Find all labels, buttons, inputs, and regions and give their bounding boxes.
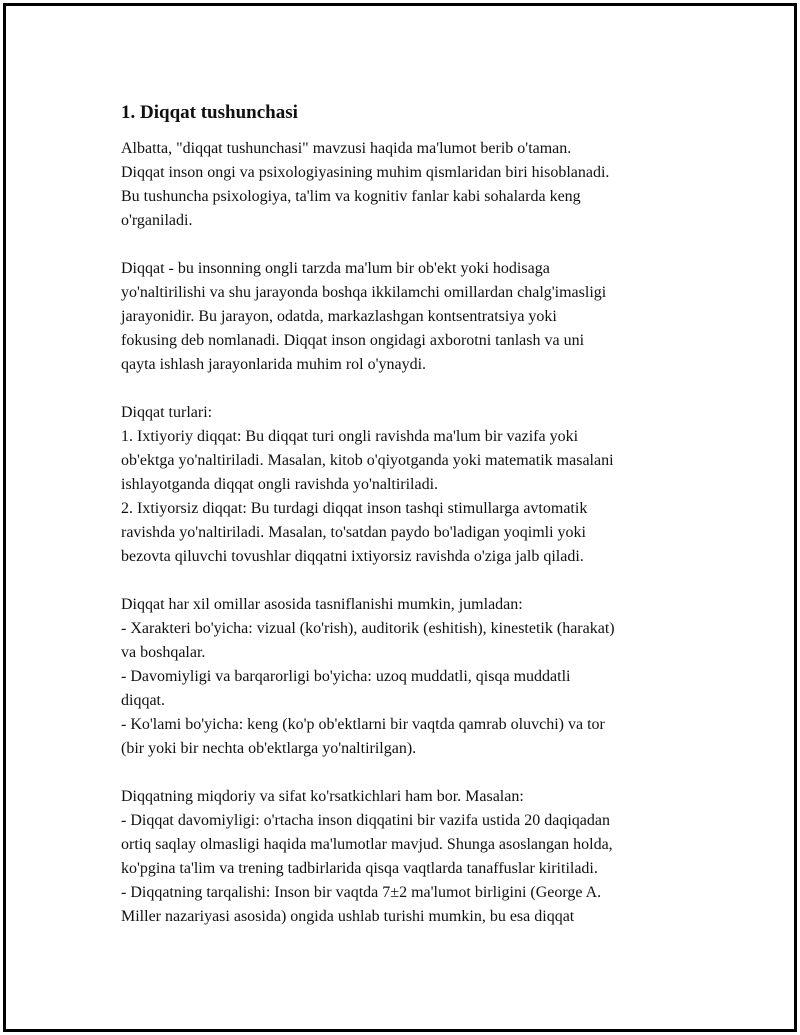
text-line: Diqqatning miqdoriy va sifat ko'rsatkichlari ham bor. Masalan: xyxy=(121,788,524,805)
text-line: qayta ishlash jarayonlarida muhim rol o'ynaydi. xyxy=(121,356,427,373)
paragraph xyxy=(121,401,701,569)
text-line: o'rganiladi. xyxy=(121,212,193,229)
text-line: - Davomiyligi va barqarorligi bo'yicha: uzoq muddatli, qisqa muddatli xyxy=(121,668,571,685)
text-line: Bu tushuncha psixologiya, ta'lim va kognitiv fanlar kabi sohalarda keng xyxy=(121,188,581,205)
text-line: ishlayotganda diqqat ongli ravishda yo'naltiriladi. xyxy=(121,476,439,493)
text-line: fokusing deb nomlanadi. Diqqat inson ongidagi axborotni tanlash va uni xyxy=(121,332,585,349)
text-line: ko'pgina ta'lim va trening tadbirlarida qisqa vaqtlarda tanaffuslar kiritiladi. xyxy=(121,860,598,877)
text-line: Albatta, "diqqat tushunchasi" mavzusi haqida ma'lumot berib o'taman. xyxy=(121,140,572,157)
text-line: va boshqalar. xyxy=(121,644,206,661)
text-line: Diqqat har xil omillar asosida tasniflanishi mumkin, jumladan: xyxy=(121,596,523,613)
text-line: Diqqat - bu insonning ongli tarzda ma'lum bir ob'ekt yoki hodisaga xyxy=(121,260,550,277)
text-line: - Diqqatning tarqalishi: Inson bir vaqtda 7±2 ma'lumot birligini (George A. xyxy=(121,884,602,901)
paragraph xyxy=(121,785,701,929)
text-line: diqqat. xyxy=(121,692,165,709)
section-heading: 1. Diqqat tushunchasi xyxy=(121,102,298,123)
text-line: yo'naltirilishi va shu jarayonda boshqa ikkilamchi omillardan chalg'imasligi xyxy=(121,284,607,301)
text-line: Diqqat turlari: xyxy=(121,404,213,421)
paragraph xyxy=(121,257,701,377)
text-line: 2. Ixtiyorsiz diqqat: Bu turdagi diqqat inson tashqi stimullarga avtomatik xyxy=(121,500,588,517)
text-line: jarayonidir. Bu jarayon, odatda, markazlashgan kontsentratsiya yoki xyxy=(121,308,557,325)
text-line: - Diqqat davomiyligi: o'rtacha inson diqqatini bir vazifa ustida 20 daqiqadan xyxy=(121,812,610,829)
document-body xyxy=(121,101,701,953)
text-line: 1. Ixtiyoriy diqqat: Bu diqqat turi ongli ravishda ma'lum bir vazifa yoki xyxy=(121,428,579,445)
text-line: Miller nazariyasi asosida) ongida ushlab turishi mumkin, bu esa diqqat xyxy=(121,908,575,925)
text-line: ob'ektga yo'naltiriladi. Masalan, kitob o'qiyotganda yoki matematik masalani xyxy=(121,452,614,469)
text-line: bezovta qiluvchi tovushlar diqqatni ixtiyorsiz ravishda o'ziga jalb qiladi. xyxy=(121,548,584,565)
text-line: ortiq saqlay olmasligi haqida ma'lumotlar mavjud. Shunga asoslangan holda, xyxy=(121,836,613,853)
text-line: - Ko'lami bo'yicha: keng (ko'p ob'ektlarni bir vaqtda qamrab oluvchi) va tor xyxy=(121,716,605,733)
document-page xyxy=(3,3,797,1032)
paragraph xyxy=(121,137,701,233)
text-line: (bir yoki bir nechta ob'ektlarga yo'naltirilgan). xyxy=(121,740,417,757)
text-line: Diqqat inson ongi va psixologiyasining muhim qismlaridan biri hisoblanadi. xyxy=(121,164,610,181)
paragraph xyxy=(121,593,701,761)
text-line: ravishda yo'naltiriladi. Masalan, to'satdan paydo bo'ladigan yoqimli yoki xyxy=(121,524,586,541)
text-line: - Xarakteri bo'yicha: vizual (ko'rish), auditorik (eshitish), kinestetik (harakat) xyxy=(121,620,615,637)
paragraphs xyxy=(121,137,701,929)
